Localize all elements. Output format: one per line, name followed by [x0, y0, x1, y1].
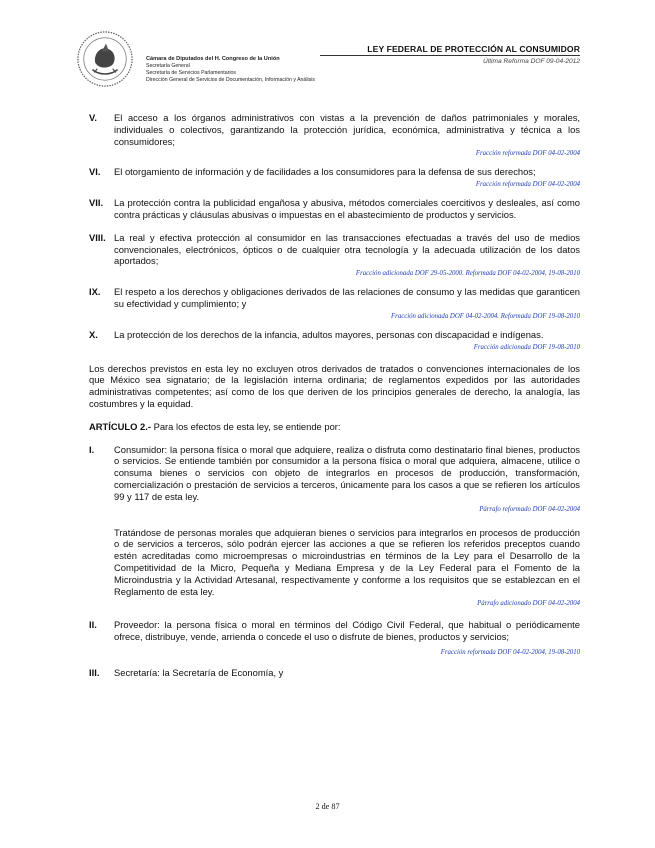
definition-text: Proveedor: la persona física o moral en términos del Código Civil Federal, que habitual o periódicamente ofrece, distribuye, vende, arrienda o concede el uso o disfrute de bienes, productos y servicios; [114, 619, 580, 643]
article-heading-line [89, 421, 580, 433]
fraction-text: El respeto a los derechos y obligaciones derivados de las relaciones de consumo y las medidas que garanticen su efectividad y cumplimiento; y [114, 286, 580, 309]
reform-note: Fracción reformada DOF 04-02-2004, 19-08-2010 [440, 648, 580, 656]
reform-note: Párrafo reformado DOF 04-02-2004 [479, 505, 580, 513]
reform-note: Fracción adicionada DOF 04-02-2004. Reformada DOF 19-08-2010 [391, 312, 580, 320]
fraction-number: VI. [89, 166, 101, 178]
fraction-number: X. [89, 328, 98, 340]
page-number: 2 de 87 [315, 802, 340, 811]
fraction-item [89, 329, 580, 341]
fraction-item [89, 112, 580, 147]
fraction-number: VIII. [89, 231, 106, 243]
definition-number: II. [89, 619, 97, 631]
definition-text: Tratándose de personas morales que adquieran bienes o servicios para integrarlos en procesos de producción o de servicios a terceros, sólo podrán ejercer las acciones a que se refieren los referidos preceptos cuando estén acreditadas como microempresas o microindustrias en términos de la Ley para el Desarrollo de la Competitividad de la Micro, Pequeña y Mediana Empresa y de la Ley Federal para el Fomento de la Microindustria y la Actividad Artesanal, respectivamente y conforme a los requisitos que se establezcan en el Reglamento de esta ley. [114, 526, 580, 597]
reform-note: Fracción adicionada DOF 19-08-2010 [473, 343, 580, 351]
institution-name: Cámara de Diputados del H. Congreso de la Unión [146, 56, 280, 62]
article-heading: ARTÍCULO 2.- [89, 420, 151, 432]
reform-note: Fracción reformada DOF 04-02-2004 [475, 181, 580, 189]
fraction-text: La real y efectiva protección al consumidor en las transacciones efectuadas a través del uso de medios convencionales, electrónicos, ópticos o de cualquier otra tecnología y la adecuada utilización de los datos aportados; [114, 231, 580, 267]
fraction-text: La protección contra la publicidad engañosa y abusiva, métodos comerciales coercitivos y desleales, así como contra prácticas y cláusulas abusivas o impuestas en el abastecimiento de productos y servicios. [114, 197, 580, 220]
body-paragraph: Los derechos previstos en esta ley no excluyen otros derivados de tratados o convenciones internacionales de los que México sea signatario; de la legislación interna ordinaria; de reglamentos expedidos por las autoridades administrativas competentes; así como de los que deriven de los principios generales de derecho, la analogía, las costumbres y la equidad. [89, 362, 580, 409]
definition-item [89, 444, 580, 503]
fraction-item [89, 166, 580, 178]
definition-text: Secretaría: la Secretaría de Economía, y [114, 666, 284, 678]
fraction-number: IX. [89, 286, 101, 298]
header-right [320, 44, 580, 65]
article-intro: Para los efectos de esta ley, se entiende por: [153, 420, 341, 432]
fraction-text: El otorgamiento de información y de facilidades a los consumidores para la defensa de sus derechos; [114, 166, 536, 178]
law-title: LEY FEDERAL DE PROTECCIÓN AL CONSUMIDOR [367, 44, 580, 54]
definition-item [89, 619, 580, 643]
definition-item [89, 527, 580, 598]
reform-note: Fracción adicionada DOF 29-05-2000. Reformada DOF 04-02-2004, 19-08-2010 [355, 270, 580, 278]
fraction-text: La protección de los derechos de la infancia, adultos mayores, personas con discapacidad e indígenas. [114, 328, 544, 340]
direccion-general: Dirección General de Servicios de Documentación, Información y Análisis [146, 77, 315, 83]
definition-number [89, 527, 114, 598]
definition-item [89, 667, 580, 679]
header-rule [320, 55, 580, 56]
definition-number: I. [89, 443, 95, 455]
fraction-item [89, 286, 580, 310]
fraction-text: El acceso a los órganos administrativos con vistas a la prevención de daños patrimoniales y morales, individuales o colectivos, garantizando la protección jurídica, económica, administrativa y técnica a los consumidores; [114, 112, 580, 147]
definition-number: III. [89, 666, 100, 678]
fraction-item [89, 232, 580, 267]
last-reform-date: Última Reforma DOF 09-04-2012 [483, 58, 580, 65]
coat-of-arms-seal [76, 30, 134, 88]
fraction-number: VII. [89, 197, 104, 209]
fraction-item [89, 197, 580, 221]
header-left [146, 56, 315, 84]
secretaria-servicios: Secretaría de Servicios Parlamentarios [146, 70, 236, 76]
secretaria-general: Secretaría General [146, 63, 190, 69]
reform-note: Fracción reformada DOF 04-02-2004 [475, 150, 580, 158]
page-body [89, 112, 580, 679]
reform-note: Párrafo adicionado DOF 04-02-2004 [477, 600, 580, 608]
fraction-number: V. [89, 112, 97, 123]
definition-text: Consumidor: la persona física o moral que adquiere, realiza o disfruta como destinatario final bienes, productos o servicios. Se entiende también por consumidor a la persona física o moral que adquiera, almacene, utilice o consuma bienes o servicios con objeto de integrarlos en procesos de producción, transformación, comercialización o prestación de servicios a terceros, únicamente para los casos a que se refieren los artículos 99 y 117 de esta ley. [114, 443, 580, 502]
